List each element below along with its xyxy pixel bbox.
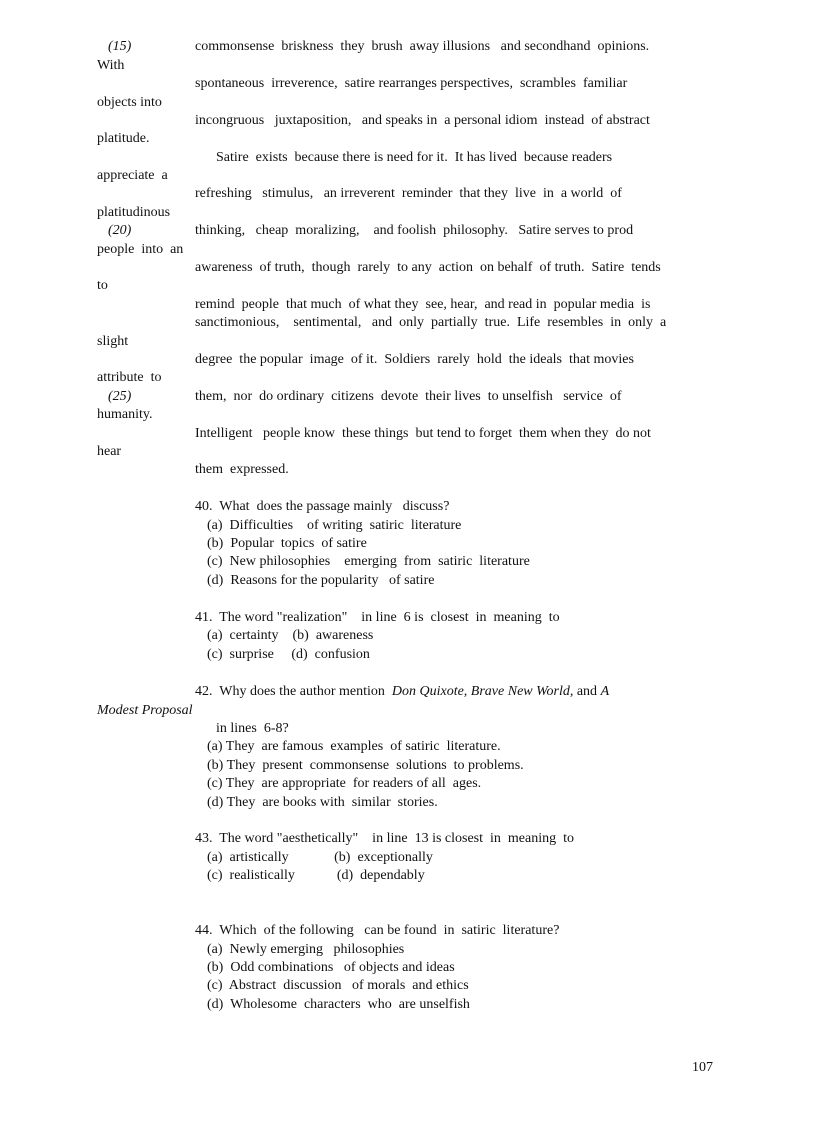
stem-text: 42. Why does the author mention <box>195 684 392 699</box>
answer-option-row: (a) artistically (b) exceptionally <box>207 850 433 865</box>
answer-option: (d) Reasons for the popularity of satire <box>207 573 435 588</box>
answer-option: (c) Abstract discussion of morals and ethics <box>207 978 469 993</box>
question-stem-continued: in lines 6-8? <box>216 721 289 736</box>
passage-line: Intelligent people know these things but tend to forget them when they do not <box>195 426 651 441</box>
book-title: A <box>600 684 610 699</box>
passage-line: people into an <box>97 242 184 257</box>
passage-line: incongruous juxtaposition, and speaks in a personal idiom instead of abstract <box>195 113 650 128</box>
passage-line: refreshing stimulus, an irreverent reminder that they live in a world of <box>195 186 622 201</box>
passage-line: degree the popular image of it. Soldiers rarely hold the ideals that movies <box>195 352 634 367</box>
passage-line: platitudinous <box>97 205 171 220</box>
question-stem: 40. What does the passage mainly discuss? <box>195 499 450 514</box>
answer-option-row: (c) realistically (d) dependably <box>207 868 425 883</box>
question-stem: 43. The word "aesthetically" in line 13 is closest in meaning to <box>195 831 574 846</box>
answer-option: (b) Popular topics of satire <box>207 536 367 551</box>
passage-line: them expressed. <box>195 462 289 477</box>
answer-option: (d) They are books with similar stories. <box>207 795 438 810</box>
question-stem: 44. Which of the following can be found in satiric literature? <box>195 923 560 938</box>
line-number-25: (25) <box>108 389 132 404</box>
passage-line: them, nor do ordinary citizens devote their lives to unselfish service of <box>195 389 622 404</box>
passage-line: With <box>97 58 125 73</box>
answer-option: (a) They are famous examples of satiric literature. <box>207 739 501 754</box>
passage-line: spontaneous irreverence, satire rearranges perspectives, scrambles familiar <box>195 76 628 91</box>
passage-line: to <box>97 278 108 293</box>
passage-line: hear <box>97 444 122 459</box>
passage-line: awareness of truth, though rarely to any action on behalf of truth. Satire tends <box>195 260 661 275</box>
passage-line: platitude. <box>97 131 150 146</box>
passage-line: objects into <box>97 95 162 110</box>
passage-line: sanctimonious, sentimental, and only partially true. Life resembles in only a <box>195 315 667 330</box>
line-number-15: (15) <box>108 39 132 54</box>
page-number: 107 <box>692 1060 713 1075</box>
book-titles: Don Quixote, Brave New World, <box>391 684 574 699</box>
passage-line: humanity. <box>97 407 153 422</box>
answer-option: (c) They are appropriate for readers of all ages. <box>207 776 482 791</box>
passage-line: slight <box>97 334 129 349</box>
answer-option: (a) Difficulties of writing satiric literature <box>207 518 462 533</box>
stem-text: and <box>573 684 601 699</box>
passage-line: commonsense briskness they brush away illusions and secondhand opinions. <box>195 39 650 54</box>
passage-line: attribute to <box>97 370 162 385</box>
answer-option: (c) New philosophies emerging from satiric literature <box>207 554 530 569</box>
answer-option: (a) Newly emerging philosophies <box>207 942 405 957</box>
line-number-20: (20) <box>108 223 132 238</box>
passage-line: appreciate a <box>97 168 168 183</box>
answer-option-row: (c) surprise (d) confusion <box>207 647 370 662</box>
passage-line: remind people that much of what they see, hear, and read in popular media is <box>195 297 651 312</box>
answer-option: (b) They present commonsense solutions to problems. <box>207 758 524 773</box>
answer-option: (d) Wholesome characters who are unselfish <box>207 997 470 1012</box>
passage-line: Satire exists because there is need for it. It has lived because readers <box>216 150 613 165</box>
answer-option-row: (a) certainty (b) awareness <box>207 628 374 643</box>
question-stem: 41. The word "realization" in line 6 is closest in meaning to <box>195 610 560 625</box>
question-stem <box>195 683 609 701</box>
passage-line: thinking, cheap moralizing, and foolish philosophy. Satire serves to prod <box>195 223 634 238</box>
answer-option: (b) Odd combinations of objects and ideas <box>207 960 455 975</box>
book-title: Modest Proposal <box>97 703 193 718</box>
